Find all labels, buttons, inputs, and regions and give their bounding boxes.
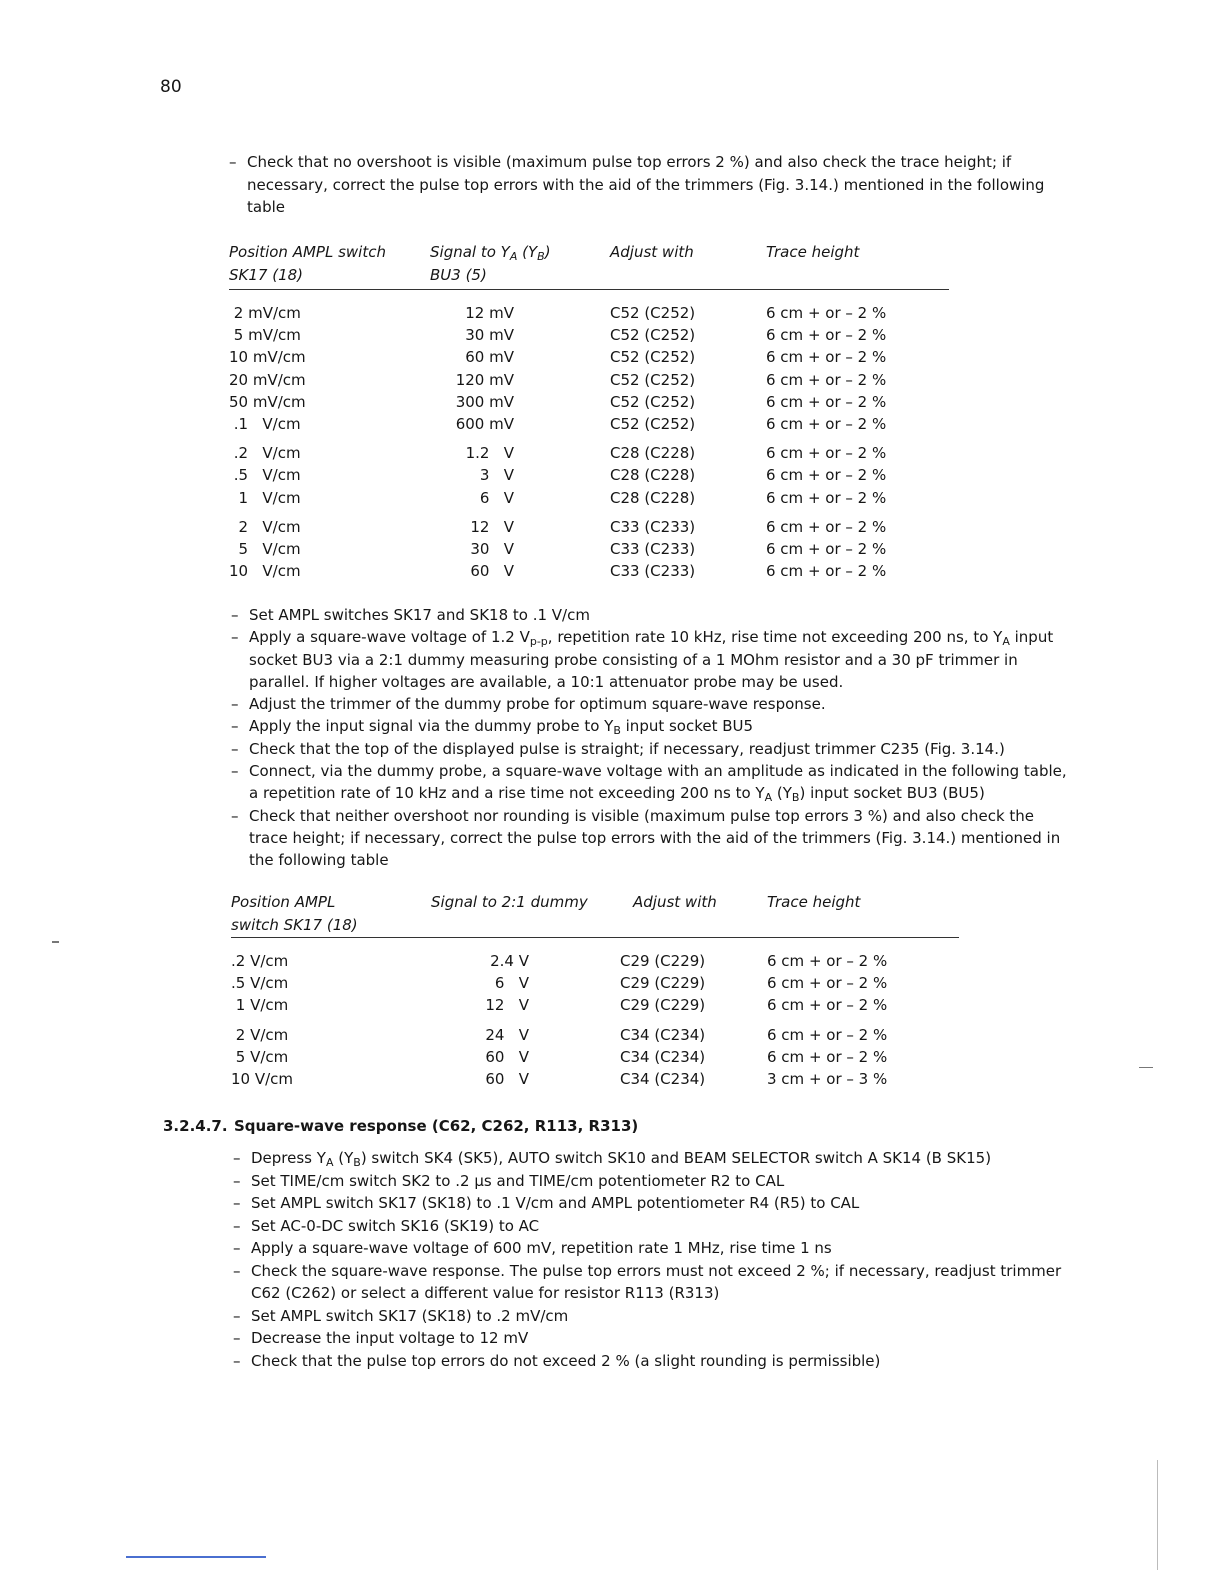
cell-trace: 6 cm + or – 2 %	[766, 488, 887, 507]
cell-position: 2 V/cm	[229, 517, 301, 536]
header-signal: Signal to $Y_A$ $(Y_B)$ BU3 (5)	[430, 243, 551, 284]
cell-position: 50 mV/cm	[229, 392, 306, 411]
header-signal: Signal to 2:1 dummy	[431, 893, 588, 911]
cell-trace: 6 cm + or – 2 %	[766, 348, 887, 367]
cell-adjust: C33 (C233)	[610, 539, 696, 558]
cell-adjust: C52 (C252)	[610, 370, 696, 389]
cell-position: 1 V/cm	[231, 996, 289, 1015]
list-item: – Adjust the trimmer of the dummy probe for optimum square-wave response.	[231, 693, 1071, 715]
cell-position: 5 V/cm	[229, 539, 301, 558]
header-position: Position AMPL switch SK17 (18)	[231, 893, 358, 934]
cell-signal: 2.4 V	[490, 952, 529, 970]
cell-adjust: C52 (C252)	[610, 348, 696, 367]
list-item: – Check that the top of the displayed pulse is straight; if necessary, readjust trimmer C235 (Fig. 3.14.)	[231, 738, 1071, 760]
section-number: 3.2.4.7.	[163, 1117, 228, 1135]
cell-signal: 1.2 V	[465, 444, 514, 463]
calibration-table-1	[229, 241, 949, 589]
cell-signal: 12 mV	[465, 304, 514, 322]
list-item: – Depress $Y_A$ $(Y_B)$ switch SK4 (SK5), AUTO switch SK10 and BEAM SELECTOR switch A SK14 (B SK15)	[233, 1147, 1073, 1170]
cell-position: 10 V/cm	[229, 562, 301, 581]
calibration-table-2	[231, 891, 959, 1097]
row-group	[229, 302, 949, 435]
cell-position: 2 mV/cm	[229, 304, 301, 322]
cell-position: .5 V/cm	[231, 974, 289, 993]
cell-trace: 3 cm + or – 3 %	[767, 1069, 888, 1088]
cell-trace: 6 cm + or – 2 %	[766, 304, 887, 322]
table-row	[229, 413, 949, 435]
cell-position: .1 V/cm	[229, 414, 301, 433]
cell-trace: 6 cm + or – 2 %	[766, 562, 887, 581]
table-row	[229, 538, 949, 560]
cell-position: 5 mV/cm	[229, 326, 301, 345]
table-row	[229, 369, 949, 391]
intro-instructions	[229, 151, 1059, 219]
list-item: – Set AMPL switch SK17 (SK18) to .1 V/cm and AMPL potentiometer R4 (R5) to CAL	[233, 1192, 1073, 1215]
cell-trace: 6 cm + or – 2 %	[766, 392, 887, 411]
row-group	[229, 516, 949, 583]
margin-scan-mark	[52, 941, 59, 943]
cell-position: 20 mV/cm	[229, 370, 306, 389]
cell-position: 10 V/cm	[231, 1069, 294, 1088]
list-item: – Check that the pulse top errors do not exceed 2 % (a slight rounding is permissible)	[233, 1350, 1073, 1373]
cell-signal: 120 mV	[455, 370, 514, 389]
page-number: 80	[160, 77, 182, 97]
intro-item: – Check that no overshoot is visible (maximum pulse top errors 2 %) and also check the trace height; if necessary, correct the pulse top errors with the aid of the trimmers (Fig. 3.14.) mentioned in the following table	[229, 151, 1059, 219]
list-item: – Apply a square-wave voltage of 1.2 $V_{p-p}$, repetition rate 10 kHz, rise time not exceeding 200 ns, to $Y_A$ input socket BU3 via a 2:1 dummy measuring probe consisting of a 1 MOhm resistor and a 30 pF trimmer in parallel. If higher voltages are available, a 10:1 attenuator probe may be used.	[231, 626, 1071, 693]
list-item: – Set AMPL switch SK17 (SK18) to .2 mV/cm	[233, 1305, 1073, 1328]
cell-signal: 12 V	[470, 517, 514, 536]
table-row	[229, 487, 949, 509]
cell-adjust: C34 (C234)	[620, 1047, 706, 1066]
cell-adjust: C52 (C252)	[610, 414, 696, 433]
list-item: – Apply the input signal via the dummy probe to $Y_B$ input socket BU5	[231, 715, 1071, 737]
list-item: – Set TIME/cm switch SK2 to .2 µs and TIME/cm potentiometer R2 to CAL	[233, 1170, 1073, 1193]
table-2-body	[231, 950, 959, 1090]
section-title: Square-wave response (C62, C262, R113, R313)	[234, 1117, 639, 1135]
table-1-body	[229, 302, 949, 582]
cell-signal: 6 V	[479, 488, 514, 507]
table-row	[229, 302, 949, 324]
cell-signal: 3 V	[479, 466, 514, 485]
cell-trace: 6 cm + or – 2 %	[766, 466, 887, 485]
cell-trace: 6 cm + or – 2 %	[766, 326, 887, 345]
margin-scan-mark	[1139, 1067, 1153, 1068]
list-item: – Connect, via the dummy probe, a square-wave voltage with an amplitude as indicated in the following table, a repetition rate of 10 kHz and a rise time not exceeding 200 ns to $Y_A$ $(Y_B)$ input socket BU3 (BU5)	[231, 760, 1071, 805]
cell-trace: 6 cm + or – 2 %	[766, 444, 887, 463]
cell-signal: 60 V	[470, 562, 514, 581]
cell-trace: 6 cm + or – 2 %	[766, 539, 887, 558]
cell-trace: 6 cm + or – 2 %	[766, 370, 887, 389]
cell-adjust: C28 (C228)	[610, 444, 696, 463]
cell-position: .2 V/cm	[231, 952, 289, 970]
header-trace: Trace height	[766, 243, 860, 261]
list-item: – Check that neither overshoot nor rounding is visible (maximum pulse top errors 3 %) and also check the trace height; if necessary, correct the pulse top errors with the aid of the trimmers (Fig. 3.14.) mentioned in the following table	[231, 805, 1071, 872]
table-row	[231, 1068, 959, 1090]
table-row	[231, 950, 959, 972]
cell-position: 1 V/cm	[229, 488, 301, 507]
table-2-header	[231, 891, 959, 938]
table-row	[229, 391, 949, 413]
list-item: – Decrease the input voltage to 12 mV	[233, 1327, 1073, 1350]
cell-signal: 6 V	[494, 974, 529, 993]
cell-position: 10 mV/cm	[229, 348, 306, 367]
cell-adjust: C29 (C229)	[620, 952, 706, 970]
table-row	[231, 972, 959, 994]
table-row	[231, 1024, 959, 1046]
header-trace: Trace height	[767, 893, 861, 911]
table-row	[229, 442, 949, 464]
cell-signal: 600 mV	[455, 414, 514, 433]
header-position: Position AMPL switch SK17 (18)	[229, 243, 386, 284]
cell-trace: 6 cm + or – 2 %	[767, 996, 888, 1015]
cell-position: .5 V/cm	[229, 466, 301, 485]
cell-signal: 12 V	[485, 996, 529, 1015]
table-row	[229, 324, 949, 346]
table-row	[229, 346, 949, 368]
cell-adjust: C28 (C228)	[610, 488, 696, 507]
square-wave-instructions	[233, 1147, 1073, 1372]
table-1-header	[229, 241, 949, 290]
row-group	[231, 950, 959, 1017]
table-row	[231, 994, 959, 1016]
margin-scan-mark	[1157, 1460, 1158, 1570]
cell-adjust: C34 (C234)	[620, 1025, 706, 1044]
cell-adjust: C33 (C233)	[610, 562, 696, 581]
list-item: – Set AC-0-DC switch SK16 (SK19) to AC	[233, 1215, 1073, 1238]
cell-adjust: C52 (C252)	[610, 392, 696, 411]
cell-signal: 60 mV	[465, 348, 514, 367]
cell-trace: 6 cm + or – 2 %	[767, 952, 888, 970]
list-item: – Check the square-wave response. The pulse top errors must not exceed 2 %; if necessary, readjust trimmer C62 (C262) or select a different value for resistor R113 (R313)	[233, 1260, 1073, 1305]
cell-adjust: C34 (C234)	[620, 1069, 706, 1088]
cell-trace: 6 cm + or – 2 %	[767, 1047, 888, 1066]
cell-signal: 24 V	[485, 1025, 529, 1044]
cell-signal: 30 mV	[465, 326, 514, 345]
list-item: – Set AMPL switches SK17 and SK18 to .1 V/cm	[231, 604, 1071, 626]
row-group	[229, 442, 949, 509]
table-row	[229, 516, 949, 538]
table-row	[229, 560, 949, 582]
cell-trace: 6 cm + or – 2 %	[767, 1025, 888, 1044]
cell-signal: 300 mV	[455, 392, 514, 411]
cell-trace: 6 cm + or – 2 %	[766, 414, 887, 433]
row-group	[231, 1024, 959, 1091]
header-adjust: Adjust with	[610, 243, 694, 261]
footer-rule	[126, 1556, 266, 1558]
cell-signal: 60 V	[485, 1047, 529, 1066]
cell-signal: 60 V	[485, 1069, 529, 1088]
cell-position: 5 V/cm	[231, 1047, 289, 1066]
cell-adjust: C28 (C228)	[610, 466, 696, 485]
cell-trace: 6 cm + or – 2 %	[766, 517, 887, 536]
table-row	[231, 1046, 959, 1068]
probe-instructions	[231, 604, 1071, 872]
cell-adjust: C33 (C233)	[610, 517, 696, 536]
cell-signal: 30 V	[470, 539, 514, 558]
cell-position: 2 V/cm	[231, 1025, 289, 1044]
cell-position: .2 V/cm	[229, 444, 301, 463]
cell-adjust: C29 (C229)	[620, 974, 706, 993]
cell-adjust: C52 (C252)	[610, 304, 696, 322]
table-row	[229, 464, 949, 486]
list-item: – Apply a square-wave voltage of 600 mV, repetition rate 1 MHz, rise time 1 ns	[233, 1237, 1073, 1260]
cell-trace: 6 cm + or – 2 %	[767, 974, 888, 993]
cell-adjust: C52 (C252)	[610, 326, 696, 345]
cell-adjust: C29 (C229)	[620, 996, 706, 1015]
header-adjust: Adjust with	[633, 893, 717, 911]
